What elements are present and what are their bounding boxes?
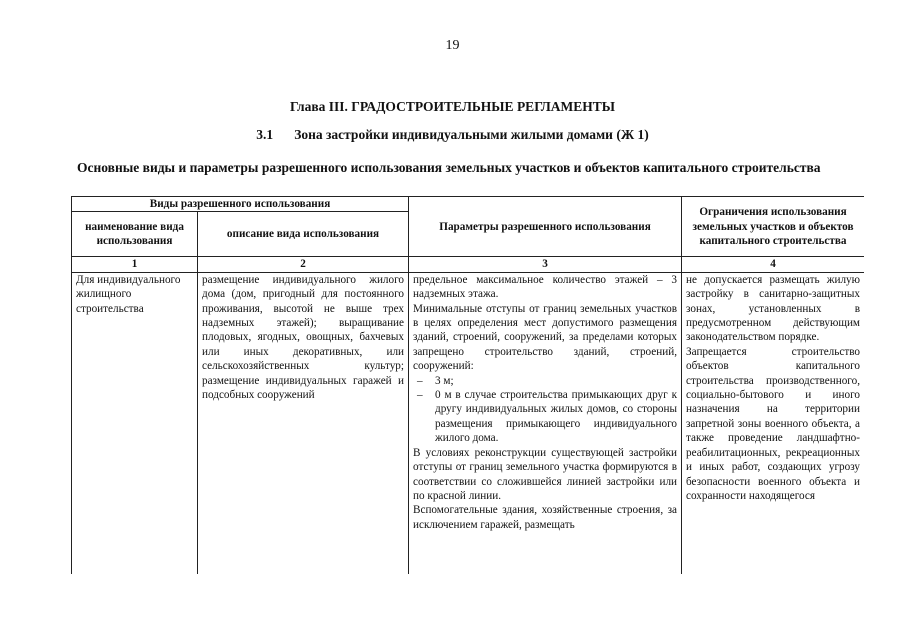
header-parameters: Параметры разрешенного использования <box>409 197 682 257</box>
header-usage-name: наименование вида использования <box>72 212 198 257</box>
regulations-table-wrapper <box>71 196 864 574</box>
parameters-reconstruction: В условиях реконструкции существующей застройки отступы от границ земельного участка формируются в соответствии со сложившейся линией застройки или по красной линии. <box>413 446 678 502</box>
regulations-table <box>71 196 864 574</box>
column-number-2: 2 <box>198 257 409 272</box>
header-row-1 <box>72 197 865 212</box>
cell-parameters <box>409 272 682 574</box>
column-number-row <box>72 257 865 272</box>
header-restrictions: Ограничения использования земельных участков и объектов капитального строительства <box>682 197 864 257</box>
parameters-max-floors: предельное максимальное количество этажей – 3 надземных этажа. <box>413 273 678 301</box>
header-group-usage-types: Виды разрешенного использования <box>72 197 409 212</box>
setback-list <box>413 374 677 446</box>
zone-title: Зона застройки индивидуальными жилыми домами (Ж 1) <box>294 127 649 142</box>
zone-number: 3.1 <box>256 127 274 142</box>
restrictions-military-zone: Запрещается строительство объектов капитального строительства производственного, социально-бытового и иного назначения на территории запретной зоны военного объекта, а также проведение ландшафтно-реабилитационных, рекреационных и иных работ, создающих угрозу безопасности военного объекта и сохранности находящегося <box>686 345 861 502</box>
table-row <box>72 272 865 574</box>
column-number-1: 1 <box>72 257 198 272</box>
parameters-min-setbacks: Минимальные отступы от границ земельных участков в целях определения мест допустимого размещения зданий, строений, сооружений, за пределами которых запрещено строительство зданий, строений, сооружений: <box>413 302 678 373</box>
list-item: – 0 м в случае строительства примыкающих друг к другу индивидуальных жилых домов, со стороны размещения примыкающего индивидуального жилого дома. <box>413 388 677 446</box>
cell-usage-name: Для индивидуального жилищного строительства <box>72 272 198 574</box>
header-usage-description: описание вида использования <box>198 212 409 257</box>
page-number: 19 <box>445 38 460 53</box>
restrictions-sanitary-zones: не допускается размещать жилую застройку в санитарно-защитных зонах, установленных в предусмотренном действующим законодательством порядке. <box>686 273 861 344</box>
section-title: Основные виды и параметры разрешенного использования земельных участков и объектов капитального строительства <box>77 160 821 175</box>
parameters-auxiliary-buildings: Вспомогательные здания, хозяйственные строения, за исключением гаражей, размещать <box>413 504 678 531</box>
zone-heading <box>0 127 905 143</box>
chapter-title: Глава III. ГРАДОСТРОИТЕЛЬНЫЕ РЕГЛАМЕНТЫ <box>289 99 616 114</box>
column-number-4: 4 <box>682 257 864 272</box>
list-item: – 3 м; <box>413 374 677 388</box>
column-number-3: 3 <box>409 257 682 272</box>
cell-usage-description: размещение индивидуального жилого дома (дом, пригодный для постоянного проживания, высотой не выше трех надземных этажей); выращивание плодовых, ягодных, овощных, бахчевых или иных декоративных, или сельскохозяйственных культур; размещение индивидуальных гаражей и подсобных сооружений <box>198 272 409 574</box>
cell-restrictions <box>682 272 864 574</box>
